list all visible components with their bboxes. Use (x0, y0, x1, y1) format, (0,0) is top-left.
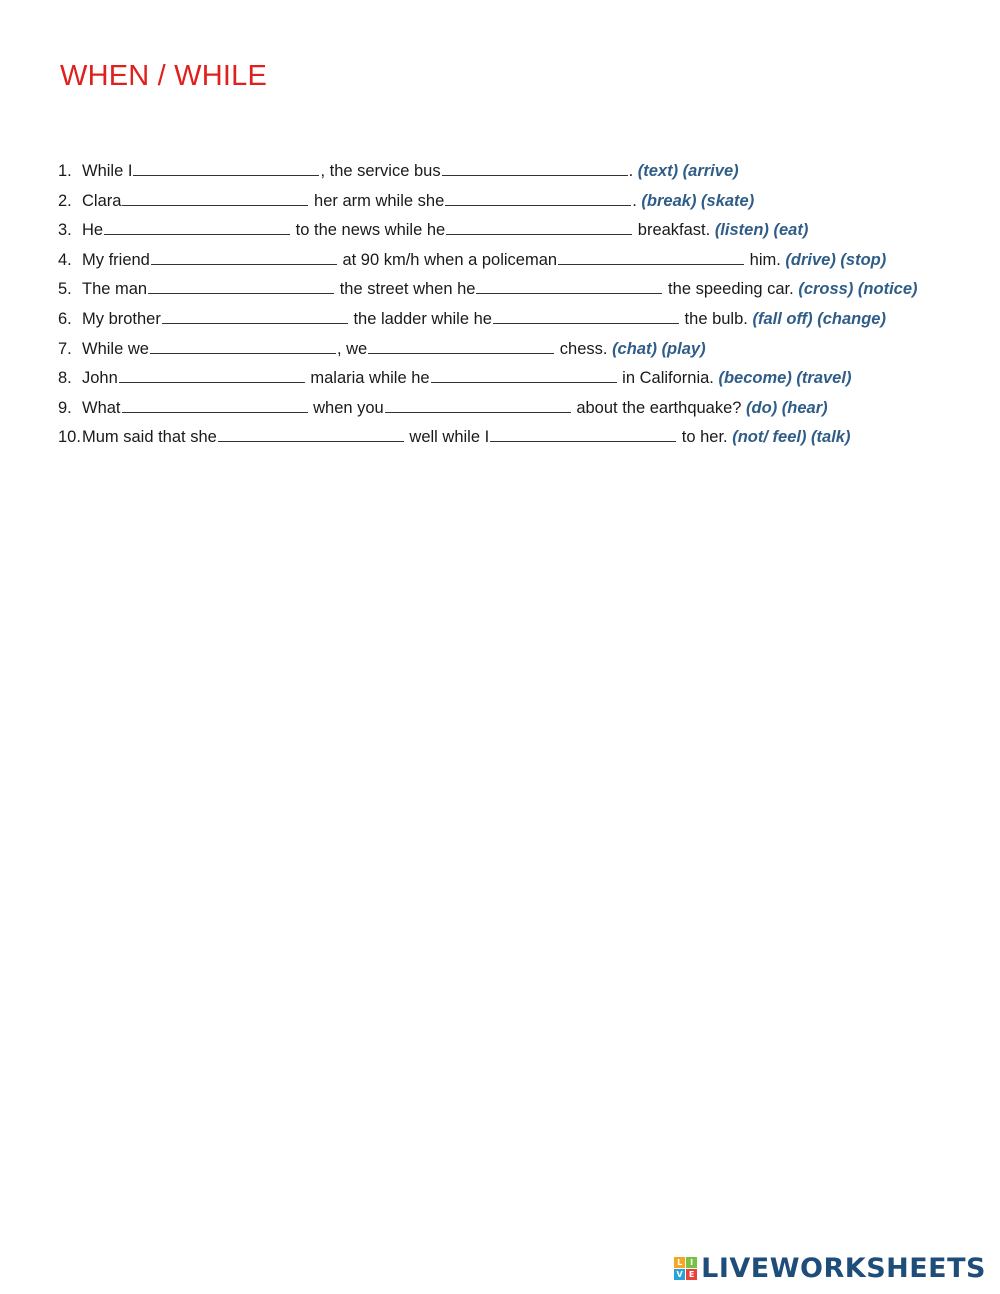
sentence-text: malaria while he (305, 369, 430, 388)
sentence-text: breakfast. (633, 221, 715, 240)
answer-blank[interactable] (476, 279, 662, 294)
answer-blank[interactable] (119, 368, 305, 383)
answer-blank[interactable] (133, 161, 319, 176)
item-number: 8. (58, 369, 72, 388)
sentence-text: While I (82, 162, 133, 180)
sentence-text: . (628, 162, 638, 180)
sentence-text: in California. (617, 369, 719, 388)
sentence-text: him. (745, 250, 786, 269)
answer-blank[interactable] (122, 191, 308, 206)
item-number: 3. (58, 221, 72, 240)
sentence-text: He (82, 221, 104, 240)
sentence-text: her arm while she (309, 191, 445, 210)
answer-blank[interactable] (104, 220, 290, 235)
answer-blank[interactable] (431, 368, 617, 383)
sentence-text: Clara (82, 191, 122, 210)
exercise-item (58, 246, 988, 276)
answer-blank[interactable] (490, 427, 676, 442)
logo-mark-letter: I (686, 1257, 697, 1268)
sentence-text: the street when he (335, 280, 476, 299)
sentence-text: , the service bus (320, 162, 441, 180)
exercise-item (58, 187, 988, 217)
sentence-text: about the earthquake? (571, 398, 747, 417)
item-number: 10. (58, 428, 81, 447)
item-number: 9. (58, 398, 72, 417)
sentence-text: While we (82, 339, 149, 358)
sentence-text: the bulb. (679, 309, 753, 328)
answer-blank[interactable] (162, 309, 348, 324)
answer-blank[interactable] (150, 339, 336, 354)
answer-blank[interactable] (445, 191, 631, 206)
logo-mark-letter: E (686, 1269, 697, 1280)
sentence-text: well while I (404, 428, 490, 447)
logo-text: LIVEWORKSHEETS (701, 1253, 986, 1284)
verb-hint: (cross) (notice) (798, 280, 918, 299)
exercise-item (58, 335, 988, 365)
answer-blank[interactable] (442, 161, 628, 176)
item-number: 2. (58, 191, 72, 210)
item-number: 6. (58, 309, 72, 328)
sentence-text: at 90 km/h when a policeman (337, 250, 558, 269)
verb-hint: (listen) (eat) (714, 221, 809, 240)
item-number: 7. (58, 339, 72, 358)
sentence-text: John (82, 369, 118, 388)
exercise-list (58, 157, 988, 453)
liveworksheets-logo (674, 1253, 986, 1284)
exercise-item (58, 305, 988, 335)
exercise-item (58, 423, 988, 453)
exercise-item (58, 394, 988, 424)
answer-blank[interactable] (148, 279, 334, 294)
answer-blank[interactable] (218, 427, 404, 442)
verb-hint: (do) (hear) (746, 398, 828, 417)
exercise-item (58, 364, 988, 394)
verb-hint: (chat) (play) (612, 339, 706, 358)
sentence-text: What (82, 398, 121, 417)
verb-hint: (not/ feel) (talk) (732, 428, 851, 447)
sentence-text: the ladder while he (348, 309, 492, 328)
sentence-text: The man (82, 280, 148, 299)
sentence-text: chess. (555, 339, 613, 358)
sentence-text: Mum said that she (82, 428, 217, 447)
sentence-text: My brother (82, 309, 161, 328)
item-number: 5. (58, 280, 72, 299)
sentence-text: when you (308, 398, 384, 417)
verb-hint: (text) (arrive) (637, 162, 739, 180)
page-title: WHEN / WHILE (60, 60, 268, 92)
sentence-text: My friend (82, 250, 150, 269)
sentence-text: the speeding car. (663, 280, 799, 299)
sentence-text: . (632, 191, 642, 210)
sentence-text: to her. (677, 428, 733, 447)
verb-hint: (break) (skate) (641, 191, 755, 210)
answer-blank[interactable] (446, 220, 632, 235)
verb-hint: (fall off) (change) (752, 309, 886, 328)
exercise-item (58, 216, 988, 246)
sentence-text: to the news while he (291, 221, 446, 240)
logo-mark-letter: V (674, 1269, 685, 1280)
logo-mark-icon (674, 1257, 697, 1280)
answer-blank[interactable] (151, 250, 337, 265)
answer-blank[interactable] (122, 398, 308, 413)
sentence-text: , we (336, 339, 368, 358)
exercise-item (58, 275, 988, 305)
answer-blank[interactable] (493, 309, 679, 324)
verb-hint: (drive) (stop) (785, 250, 887, 269)
answer-blank[interactable] (558, 250, 744, 265)
answer-blank[interactable] (368, 339, 554, 354)
verb-hint: (become) (travel) (718, 369, 852, 388)
exercise-item (58, 157, 988, 187)
item-number: 1. (58, 162, 72, 180)
logo-mark-letter: L (674, 1257, 685, 1268)
answer-blank[interactable] (385, 398, 571, 413)
item-number: 4. (58, 250, 72, 269)
